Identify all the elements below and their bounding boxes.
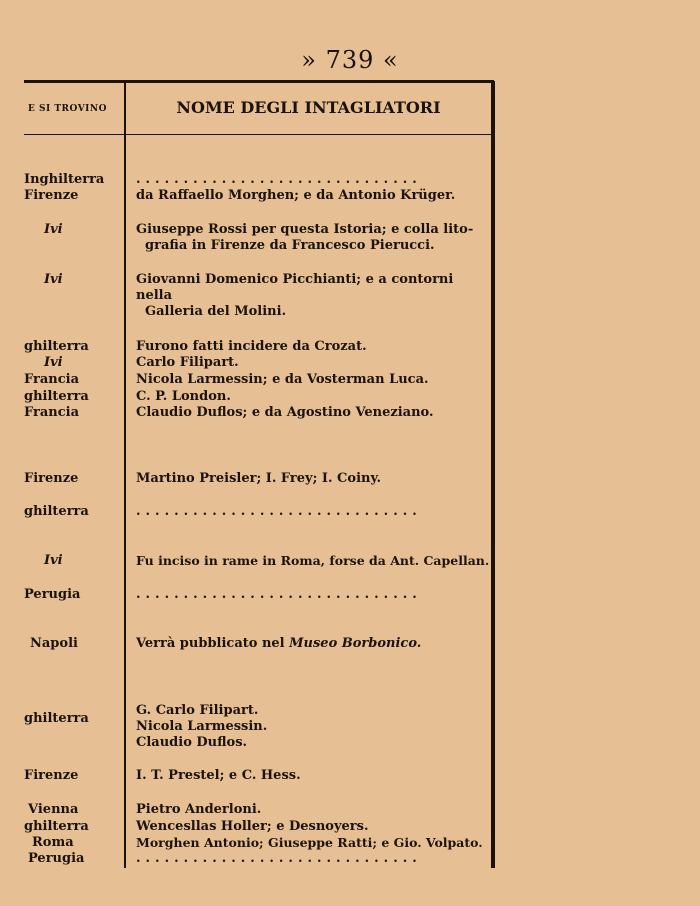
- leader-dots: ..............................: [136, 172, 422, 187]
- place-cell: Napoli: [30, 636, 78, 651]
- header-rule: [24, 134, 492, 135]
- place-cell: Perugia: [28, 851, 85, 866]
- engraver-entry: Martino Preisler; I. Frey; I. Coiny.: [136, 471, 382, 486]
- place-cell: ghilterra: [24, 389, 89, 404]
- column-header-engravers: NOME DEGLI INTAGLIATORI: [176, 98, 441, 117]
- place-cell: Francia: [24, 372, 80, 387]
- table-top-rule: [24, 80, 494, 83]
- engraver-line: Galleria del Molini.: [145, 304, 287, 319]
- place-cell: Francia: [24, 405, 80, 420]
- place-cell: Inghilterra: [24, 172, 105, 187]
- engraver-line: Giuseppe Rossi per questa Istoria; e colla lito-: [136, 222, 474, 237]
- engraver-entry: I. T. Prestel; e C. Hess.: [136, 768, 301, 783]
- place-cell: ghilterra: [24, 711, 89, 726]
- leader-dots: ..............................: [136, 851, 422, 866]
- place-cell: ghilterra: [24, 339, 89, 354]
- engraver-entry: Morghen Antonio; Giuseppe Ratti; e Gio. Volpato.: [136, 835, 483, 850]
- place-cell: ghilterra: [24, 819, 89, 834]
- engraver-entry: Claudio Duflos; e da Agostino Veneziano.: [136, 405, 434, 420]
- engraver-entry: Pietro Anderloni.: [136, 802, 262, 817]
- museum-title: Museo Borbonico.: [289, 636, 422, 651]
- place-cell: Perugia: [24, 587, 81, 602]
- place-cell: Ivi: [44, 222, 63, 237]
- engraver-entry: [136, 636, 486, 652]
- engraver-entry: Furono fatti incidere da Crozat.: [136, 339, 367, 354]
- engraver-entry: [136, 222, 486, 254]
- leader-dots: ..............................: [136, 504, 422, 519]
- place-cell: ghilterra: [24, 504, 89, 519]
- place-cell: Ivi: [44, 553, 63, 568]
- engraver-entry: Nicola Larmessin; e da Vosterman Luca.: [136, 372, 429, 387]
- place-cell: Roma: [32, 835, 74, 850]
- place-cell: Firenze: [24, 188, 79, 203]
- engraver-entry: Wencesllas Holler; e Desnoyers.: [136, 819, 369, 834]
- engraver-line: Giovanni Domenico Picchianti; e a contorni nella: [136, 272, 454, 303]
- engraver-line: Verrà pubblicato nel: [136, 636, 290, 651]
- engraver-entry: G. Carlo Filipart.: [136, 703, 259, 718]
- place-cell: Ivi: [44, 272, 63, 287]
- column-divider: [124, 81, 126, 868]
- table-right-border: [491, 81, 495, 868]
- column-header-location: E SI TROVINO: [28, 104, 107, 114]
- engraver-entry: Nicola Larmessin.: [136, 719, 268, 734]
- place-cell: Vienna: [28, 802, 79, 817]
- engraver-entry: Claudio Duflos.: [136, 735, 248, 750]
- place-cell: Firenze: [24, 471, 79, 486]
- place-cell: Ivi: [44, 355, 63, 370]
- page-number: » 739 «: [301, 46, 399, 74]
- engraver-entry: [136, 272, 486, 320]
- engraver-line: grafia in Firenze da Francesco Pierucci.: [145, 238, 435, 253]
- engraver-entry: da Raffaello Morghen; e da Antonio Krüger.: [136, 188, 456, 203]
- leader-dots: ..............................: [136, 587, 422, 602]
- engraver-entry: Fu inciso in rame in Roma, forse da Ant. Capellan.: [136, 553, 490, 568]
- place-cell: Firenze: [24, 768, 79, 783]
- engraver-entry: C. P. London.: [136, 389, 231, 404]
- engraver-entry: Carlo Filipart.: [136, 355, 239, 370]
